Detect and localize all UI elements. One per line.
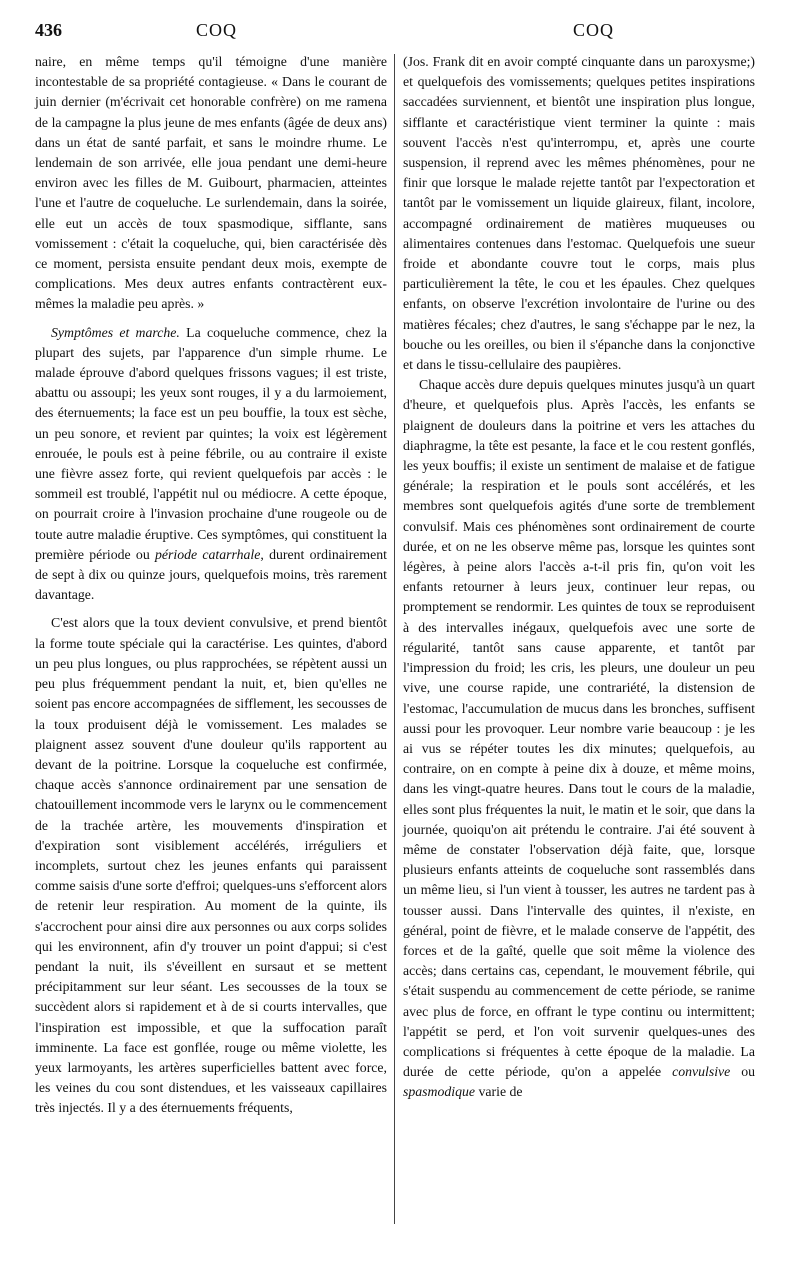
term-catarrhal-period: période catarrhale bbox=[154, 546, 261, 562]
paragraph-symptoms-onset: Symptômes et marche. La coqueluche commence, chez la plupart des sujets, par l'apparence d'un simple rhume. Le malade éprouve d'abord quelques frissons vagues; il est triste, abattu ou assoupi; les yeux sont rouges, il y a du larmoiement, des éternuements; la face est un peu bouffie, la toux est sèche, un peu sonore, et revient par quintes; la voix est légèrement enrouée, le pouls est à peine fébrile, ou au contraire il existe une fièvre assez forte, qui revient quelquefois par accès : le sommeil est troublé, l'appétit nul ou médiocre. A cette époque, on pourrait croire à l'invasion prochaine d'une rougeole ou de toute autre maladie éruptive. Ces symptômes, qui constituent la première période ou période catarrhale, durent ordinairement de sept à dix ou quinze jours, quelquefois moins, très rarement davantage. bbox=[35, 324, 387, 603]
term-spasmodic: spasmodique bbox=[403, 1084, 476, 1100]
page-header bbox=[0, 16, 800, 56]
right-column bbox=[403, 52, 755, 1103]
section-heading-symptoms: Symptômes et marche. bbox=[51, 324, 180, 340]
column-divider bbox=[394, 54, 395, 1224]
paragraph-attack-duration: Chaque accès dure depuis quelques minutes jusqu'à un quart d'heure, et quelquefois plus. Après l'accès, les enfants se plaignent de douleurs dans la poitrine et vers les attaches du diaphragme, la tête est pesante, la face et le cou restent gonflés, les yeux bouffis; il existe un sentiment de malaise et de fatigue générale; la respiration et le pouls sont accélérés, et les membres sont quelquefois agités d'une sorte de tremblement convulsif. Mais ces phénomènes sont ordinairement de courte durée, et on ne les observe même pas, lorsque les quintes sont légères, à peine alors l'accès a-t-il pris fin, qu'on voit les enfants retourner à leurs jeux, continuer leur repas, ou promptement se rendormir. Les quintes de toux se reproduisent à des intervalles inégaux, quelquefois avec une sorte de régularité, tantôt sans cause apparente, et tantôt par l'impression du froid; les cris, les pleurs, une douleur un peu vive, une course rapide, une contrariété, la distension de l'estomac, l'accumulation de mucus dans les bronches, suffisent aussi pour les provoquer. Leur nombre varie beaucoup : je les ai vus se répéter toutes les dix minutes; quelquefois, au contraire, on en compte à peine dix à douze, et même moins, dans les vingt-quatre heures. Dans tout le cours de la maladie, elles sont plus fréquentes la nuit, le matin et le soir, que dans la journée, quoiqu'on ait prétendu le contraire. J'ai été souvent à même de constater l'observation déjà faite, que, lorsque plusieurs enfants atteints de coqueluche sont rassemblés dans un même lieu, si l'un vient à tousser, les autres ne tardent pas à tousser aussi. Dans l'intervalle des quintes, il n'existe, en général, point de fièvre, et le malade conserve de l'appétit, des forces et de la gaîté, quelle que soit même la violence des accès; dans certains cas, cependant, le mouvement fébrile, qui s'était suspendu au commencement de cette période, se ranime avec plus de force, en offrant le type continu ou intermittent; l'appétit se perd, et l'on voit survenir quelques-unes des complications si fréquentes à cette époque de la maladie. La durée de cette période, qu'on a appelée convulsive ou spasmodique varie de bbox=[403, 377, 755, 1100]
term-convulsive: convulsive bbox=[672, 1064, 731, 1080]
running-head-right: COQ bbox=[573, 20, 615, 40]
page-number: 436 bbox=[35, 20, 62, 40]
paragraph-paroxysm-continued: (Jos. Frank dit en avoir compté cinquante dans un paroxysme;) et quelquefois des vomissements; quelques petites inspirations saccadées surviennent, et bientôt une inspiration plus longue, sifflante et caractéristique vient terminer la quinte : mais souvent l'accès n'est qu'interrompu, et, après une courte suspension, il reprend avec les mêmes phénomènes, pour ne finir que lorsque le malade rejette tantôt par l'expectoration et tantôt par le vomissement un liquide glaireux, filant, incolore, accompagné ordinairement de matières muqueuses ou alimentaires contenues dans l'estomac. Quelquefois une sueur froide et abondante couvre tout le corps, mais plus particulièrement la tête, le cou et les épaules. Chez quelques enfants, on observe l'excrétion involontaire de l'urine ou des matières fécales; chez d'autres, le sang s'échappe par le nez, la bouche ou les oreilles, ou bien il s'épanche dans la conjonctive et dans le tissu-cellulaire des paupières. bbox=[403, 54, 755, 373]
running-head-left: COQ bbox=[196, 20, 238, 40]
paragraph-convulsive-cough: C'est alors que la toux devient convulsive, et prend bientôt la forme toute spéciale qui la caractérise. Les quintes, d'abord un peu plus longues, ou plus rapprochées, se répètent aussi un peu plus fréquemment pendant la nuit, et, bien qu'elles ne soient pas encore accompagnées de sifflement, les secousses de la toux produisent déjà le vomissement. Les malades se plaignent assez souvent d'une douleur qu'ils rapportent au devant de la poitrine. Lorsque la coqueluche est confirmée, chaque accès s'annonce ordinairement par une sensation de chatouillement incommode vers le larynx ou le commencement de la trachée artère, les mouvements d'inspiration et d'expiration sont visiblement accélérés, irréguliers et incomplets, surtout chez les jeunes enfants qui paraissent comme saisis d'une sorte d'effroi; quelques-uns s'efforcent alors de retenir leur respiration. Au moment de la quinte, ils s'accrochent pour ainsi dire aux personnes ou aux corps solides qui les environnent, afin d'y trouver un point d'appui; si c'est pendant la nuit, ils s'éveillent en sursaut et se mettent précipitamment sur leur séant. Les secousses de la toux se succèdent alors si rapidement et à de si courts intervalles, que l'inspiration est impossible, et que la suffocation paraît imminente. La face est gonflée, rouge ou même violette, les yeux larmoyants, les artères superficielles battent avec force, les veines du cou sont distendues, et les vaisseaux capillaires très injectés. Il y a des éternuements fréquents, bbox=[35, 615, 387, 1116]
paragraph-contagion-testimony: naire, en même temps qu'il témoigne d'une manière incontestable de sa propriété contagieuse. « Dans le courant de juin dernier (m'écrivait cet honorable confrère) on me ramena de la campagne la plus jeune de mes enfants (âgée de deux ans) dans un état de santé parfait, et sans le moindre rhume. Le lendemain de son arrivée, elle joua pendant une demi-heure environ avec les filles de M. Guibourt, pharmacien, atteintes l'une et l'autre de coqueluche. Le surlendemain, dans la soirée, elle eut un accès de toux spasmodique, sifflante, sans vomissement : c'était la coqueluche, qui, bien caractérisée dès ce moment, persista ensuite pendant deux mois, exempte de complications. Mes deux autres enfants contractèrent eux-mêmes la maladie peu après. » bbox=[35, 54, 387, 312]
left-column bbox=[35, 52, 387, 1119]
